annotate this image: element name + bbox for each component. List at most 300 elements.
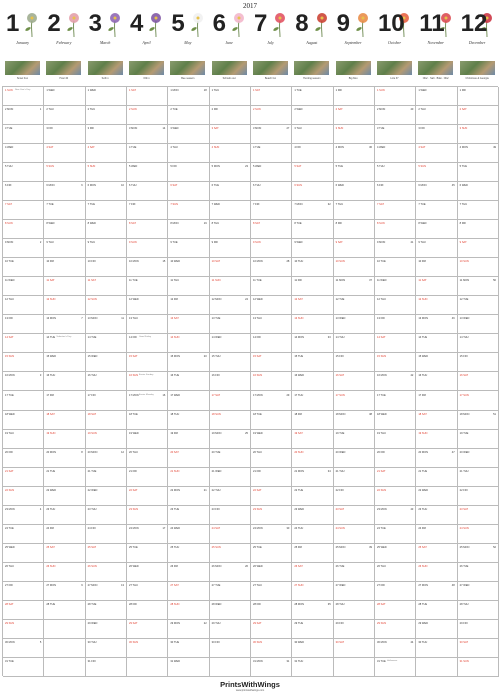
day-cell[interactable] [127,639,167,658]
day-cell[interactable] [44,506,84,525]
day-cell[interactable] [375,125,415,144]
day-cell[interactable] [251,544,291,563]
day-cell[interactable] [168,125,208,144]
day-cell[interactable] [292,201,332,220]
day-cell[interactable] [251,125,291,144]
day-cell[interactable] [210,201,250,220]
day-cell[interactable] [127,658,167,677]
day-cell[interactable] [3,258,43,277]
day-cell[interactable] [168,658,208,677]
day-cell[interactable] [168,582,208,601]
day-cell[interactable] [127,392,167,411]
day-cell[interactable] [210,525,250,544]
day-cell[interactable] [292,125,332,144]
day-cell[interactable] [292,334,332,353]
day-cell[interactable] [44,563,84,582]
day-cell[interactable] [292,239,332,258]
day-cell[interactable] [292,525,332,544]
day-cell[interactable] [44,601,84,620]
day-cell[interactable] [458,468,498,487]
day-cell[interactable] [375,658,415,677]
day-cell[interactable] [292,468,332,487]
day-cell[interactable] [416,353,456,372]
day-cell[interactable] [44,372,84,391]
day-cell[interactable] [3,201,43,220]
day-cell[interactable] [416,334,456,353]
day-cell[interactable] [44,258,84,277]
day-cell[interactable] [416,182,456,201]
day-cell[interactable] [251,582,291,601]
day-cell[interactable] [334,106,374,125]
day-cell[interactable] [458,639,498,658]
day-cell[interactable] [210,353,250,372]
day-cell[interactable] [334,468,374,487]
day-cell[interactable] [334,277,374,296]
day-cell[interactable] [251,296,291,315]
day-cell[interactable] [416,220,456,239]
day-cell[interactable] [375,163,415,182]
day-cell[interactable] [127,144,167,163]
day-cell[interactable] [210,334,250,353]
day-cell[interactable] [44,182,84,201]
day-cell[interactable] [458,277,498,296]
day-cell[interactable] [416,125,456,144]
day-cell[interactable] [210,601,250,620]
day-cell[interactable] [458,601,498,620]
day-cell[interactable] [334,449,374,468]
day-cell[interactable] [210,87,250,106]
day-cell[interactable] [210,220,250,239]
day-cell[interactable] [3,353,43,372]
day-cell[interactable] [375,563,415,582]
day-cell[interactable] [86,487,126,506]
day-cell[interactable] [86,125,126,144]
day-cell[interactable] [86,658,126,677]
day-cell[interactable] [375,353,415,372]
day-cell[interactable] [292,639,332,658]
day-cell[interactable] [86,563,126,582]
day-cell[interactable] [375,106,415,125]
day-cell[interactable] [3,144,43,163]
day-cell[interactable] [251,220,291,239]
day-cell[interactable] [127,258,167,277]
day-cell[interactable] [86,620,126,639]
day-cell[interactable] [416,487,456,506]
day-cell[interactable] [416,449,456,468]
day-cell[interactable] [458,392,498,411]
day-cell[interactable] [127,239,167,258]
day-cell[interactable] [458,563,498,582]
day-cell[interactable] [44,163,84,182]
day-cell[interactable] [127,334,167,353]
day-cell[interactable] [458,525,498,544]
day-cell[interactable] [168,449,208,468]
day-cell[interactable] [3,220,43,239]
day-cell[interactable] [458,125,498,144]
day-cell[interactable] [86,601,126,620]
day-cell[interactable] [416,544,456,563]
day-cell[interactable] [375,315,415,334]
day-cell[interactable] [375,144,415,163]
day-cell[interactable] [416,201,456,220]
day-cell[interactable] [86,144,126,163]
day-cell[interactable] [210,125,250,144]
day-cell[interactable] [168,220,208,239]
day-cell[interactable] [168,563,208,582]
day-cell[interactable] [334,411,374,430]
day-cell[interactable] [375,296,415,315]
day-cell[interactable] [292,372,332,391]
day-cell[interactable] [292,220,332,239]
day-cell[interactable] [334,220,374,239]
day-cell[interactable] [210,163,250,182]
day-cell[interactable] [416,658,456,677]
day-cell[interactable] [210,258,250,277]
day-cell[interactable] [127,468,167,487]
day-cell[interactable] [458,487,498,506]
day-cell[interactable] [334,258,374,277]
day-cell[interactable] [416,430,456,449]
day-cell[interactable] [44,277,84,296]
day-cell[interactable] [3,563,43,582]
day-cell[interactable] [86,639,126,658]
day-cell[interactable] [375,258,415,277]
day-cell[interactable] [334,125,374,144]
day-cell[interactable] [127,582,167,601]
day-cell[interactable] [292,430,332,449]
day-cell[interactable] [3,163,43,182]
day-cell[interactable] [292,601,332,620]
day-cell[interactable] [3,620,43,639]
day-cell[interactable] [86,334,126,353]
day-cell[interactable] [251,563,291,582]
day-cell[interactable] [44,658,84,677]
day-cell[interactable] [375,411,415,430]
day-cell[interactable] [251,277,291,296]
day-cell[interactable] [127,163,167,182]
day-cell[interactable] [3,430,43,449]
day-cell[interactable] [375,220,415,239]
day-cell[interactable] [168,468,208,487]
day-cell[interactable] [251,392,291,411]
day-cell[interactable] [168,106,208,125]
day-cell[interactable] [416,296,456,315]
day-cell[interactable] [127,620,167,639]
day-cell[interactable] [251,639,291,658]
day-cell[interactable] [334,620,374,639]
day-cell[interactable] [375,449,415,468]
day-cell[interactable] [416,506,456,525]
day-cell[interactable] [127,106,167,125]
day-cell[interactable] [210,620,250,639]
day-cell[interactable] [3,582,43,601]
day-cell[interactable] [416,620,456,639]
day-cell[interactable] [292,163,332,182]
day-cell[interactable] [127,182,167,201]
day-cell[interactable] [416,601,456,620]
day-cell[interactable] [3,468,43,487]
day-cell[interactable] [44,353,84,372]
day-cell[interactable] [334,430,374,449]
day-cell[interactable] [127,487,167,506]
day-cell[interactable] [210,106,250,125]
day-cell[interactable] [3,372,43,391]
day-cell[interactable] [168,87,208,106]
day-cell[interactable] [416,582,456,601]
day-cell[interactable] [127,353,167,372]
day-cell[interactable] [168,334,208,353]
day-cell[interactable] [168,315,208,334]
day-cell[interactable] [86,106,126,125]
day-cell[interactable] [127,87,167,106]
day-cell[interactable] [86,296,126,315]
day-cell[interactable] [292,182,332,201]
day-cell[interactable] [458,296,498,315]
day-cell[interactable] [416,392,456,411]
day-cell[interactable] [251,620,291,639]
day-cell[interactable] [292,277,332,296]
day-cell[interactable] [44,87,84,106]
day-cell[interactable] [375,87,415,106]
day-cell[interactable] [292,258,332,277]
day-cell[interactable] [210,372,250,391]
day-cell[interactable] [458,449,498,468]
day-cell[interactable] [44,582,84,601]
day-cell[interactable] [458,353,498,372]
day-cell[interactable] [127,220,167,239]
day-cell[interactable] [168,201,208,220]
day-cell[interactable] [334,182,374,201]
day-cell[interactable] [210,449,250,468]
day-cell[interactable] [127,601,167,620]
day-cell[interactable] [168,506,208,525]
day-cell[interactable] [334,315,374,334]
day-cell[interactable] [86,315,126,334]
day-cell[interactable] [375,487,415,506]
day-cell[interactable] [458,582,498,601]
day-cell[interactable] [86,525,126,544]
day-cell[interactable] [3,125,43,144]
day-cell[interactable] [375,334,415,353]
day-cell[interactable] [127,296,167,315]
day-cell[interactable] [44,201,84,220]
day-cell[interactable] [251,87,291,106]
day-cell[interactable] [292,106,332,125]
day-cell[interactable] [3,182,43,201]
day-cell[interactable] [86,277,126,296]
day-cell[interactable] [210,315,250,334]
day-cell[interactable] [292,315,332,334]
day-cell[interactable] [375,277,415,296]
day-cell[interactable] [458,106,498,125]
day-cell[interactable] [3,277,43,296]
day-cell[interactable] [44,220,84,239]
day-cell[interactable] [458,144,498,163]
day-cell[interactable] [375,582,415,601]
day-cell[interactable] [86,353,126,372]
day-cell[interactable] [334,353,374,372]
day-cell[interactable] [86,258,126,277]
day-cell[interactable] [458,372,498,391]
day-cell[interactable] [334,144,374,163]
day-cell[interactable] [168,525,208,544]
day-cell[interactable] [3,639,43,658]
day-cell[interactable] [168,392,208,411]
day-cell[interactable] [334,392,374,411]
day-cell[interactable] [292,620,332,639]
day-cell[interactable] [168,353,208,372]
day-cell[interactable] [292,582,332,601]
day-cell[interactable] [251,487,291,506]
day-cell[interactable] [86,506,126,525]
day-cell[interactable] [210,392,250,411]
day-cell[interactable] [168,430,208,449]
day-cell[interactable] [3,601,43,620]
day-cell[interactable] [251,334,291,353]
day-cell[interactable] [168,487,208,506]
day-cell[interactable] [127,277,167,296]
day-cell[interactable] [127,506,167,525]
day-cell[interactable] [334,563,374,582]
day-cell[interactable] [168,144,208,163]
day-cell[interactable] [127,315,167,334]
day-cell[interactable] [292,392,332,411]
day-cell[interactable] [251,239,291,258]
day-cell[interactable] [416,106,456,125]
day-cell[interactable] [334,544,374,563]
day-cell[interactable] [3,544,43,563]
day-cell[interactable] [375,182,415,201]
day-cell[interactable] [168,258,208,277]
day-cell[interactable] [44,449,84,468]
day-cell[interactable] [3,296,43,315]
day-cell[interactable] [210,239,250,258]
day-cell[interactable] [210,582,250,601]
day-cell[interactable] [127,563,167,582]
day-cell[interactable] [251,201,291,220]
day-cell[interactable] [292,87,332,106]
day-cell[interactable] [334,639,374,658]
day-cell[interactable] [3,392,43,411]
day-cell[interactable] [86,220,126,239]
day-cell[interactable] [210,639,250,658]
day-cell[interactable] [251,506,291,525]
day-cell[interactable] [458,201,498,220]
day-cell[interactable] [168,601,208,620]
day-cell[interactable] [251,525,291,544]
day-cell[interactable] [334,487,374,506]
day-cell[interactable] [458,315,498,334]
day-cell[interactable] [251,372,291,391]
day-cell[interactable] [44,411,84,430]
day-cell[interactable] [210,277,250,296]
day-cell[interactable] [86,430,126,449]
day-cell[interactable] [210,658,250,677]
day-cell[interactable] [86,182,126,201]
day-cell[interactable] [375,239,415,258]
day-cell[interactable] [292,449,332,468]
day-cell[interactable] [458,620,498,639]
day-cell[interactable] [168,277,208,296]
day-cell[interactable] [3,487,43,506]
day-cell[interactable] [86,163,126,182]
day-cell[interactable] [334,87,374,106]
day-cell[interactable] [168,163,208,182]
day-cell[interactable] [251,144,291,163]
day-cell[interactable] [334,201,374,220]
day-cell[interactable] [86,468,126,487]
day-cell[interactable] [127,449,167,468]
day-cell[interactable] [86,411,126,430]
day-cell[interactable] [375,372,415,391]
day-cell[interactable] [292,487,332,506]
day-cell[interactable] [168,239,208,258]
day-cell[interactable] [292,144,332,163]
day-cell[interactable] [44,392,84,411]
day-cell[interactable] [375,639,415,658]
day-cell[interactable] [416,525,456,544]
day-cell[interactable] [86,582,126,601]
day-cell[interactable] [292,544,332,563]
day-cell[interactable] [210,182,250,201]
day-cell[interactable] [334,296,374,315]
day-cell[interactable] [3,106,43,125]
day-cell[interactable] [375,601,415,620]
day-cell[interactable] [251,163,291,182]
day-cell[interactable] [375,201,415,220]
day-cell[interactable] [292,563,332,582]
day-cell[interactable] [44,544,84,563]
day-cell[interactable] [458,544,498,563]
day-cell[interactable] [458,258,498,277]
day-cell[interactable] [416,563,456,582]
day-cell[interactable] [86,372,126,391]
day-cell[interactable] [44,315,84,334]
day-cell[interactable] [292,411,332,430]
day-cell[interactable] [127,411,167,430]
day-cell[interactable] [210,468,250,487]
day-cell[interactable] [127,372,167,391]
day-cell[interactable] [168,372,208,391]
day-cell[interactable] [458,334,498,353]
day-cell[interactable] [458,239,498,258]
day-cell[interactable] [3,315,43,334]
day-cell[interactable] [458,411,498,430]
day-cell[interactable] [127,525,167,544]
day-cell[interactable] [168,544,208,563]
day-cell[interactable] [251,449,291,468]
day-cell[interactable] [416,468,456,487]
day-cell[interactable] [458,163,498,182]
day-cell[interactable] [416,411,456,430]
day-cell[interactable] [334,525,374,544]
day-cell[interactable] [334,582,374,601]
day-cell[interactable] [458,87,498,106]
day-cell[interactable] [86,449,126,468]
day-cell[interactable] [168,411,208,430]
day-cell[interactable] [127,430,167,449]
day-cell[interactable] [292,353,332,372]
day-cell[interactable] [3,449,43,468]
day-cell[interactable] [3,87,43,106]
day-cell[interactable] [127,201,167,220]
day-cell[interactable] [86,544,126,563]
day-cell[interactable] [86,392,126,411]
day-cell[interactable] [416,315,456,334]
day-cell[interactable] [334,163,374,182]
day-cell[interactable] [416,277,456,296]
day-cell[interactable] [210,144,250,163]
